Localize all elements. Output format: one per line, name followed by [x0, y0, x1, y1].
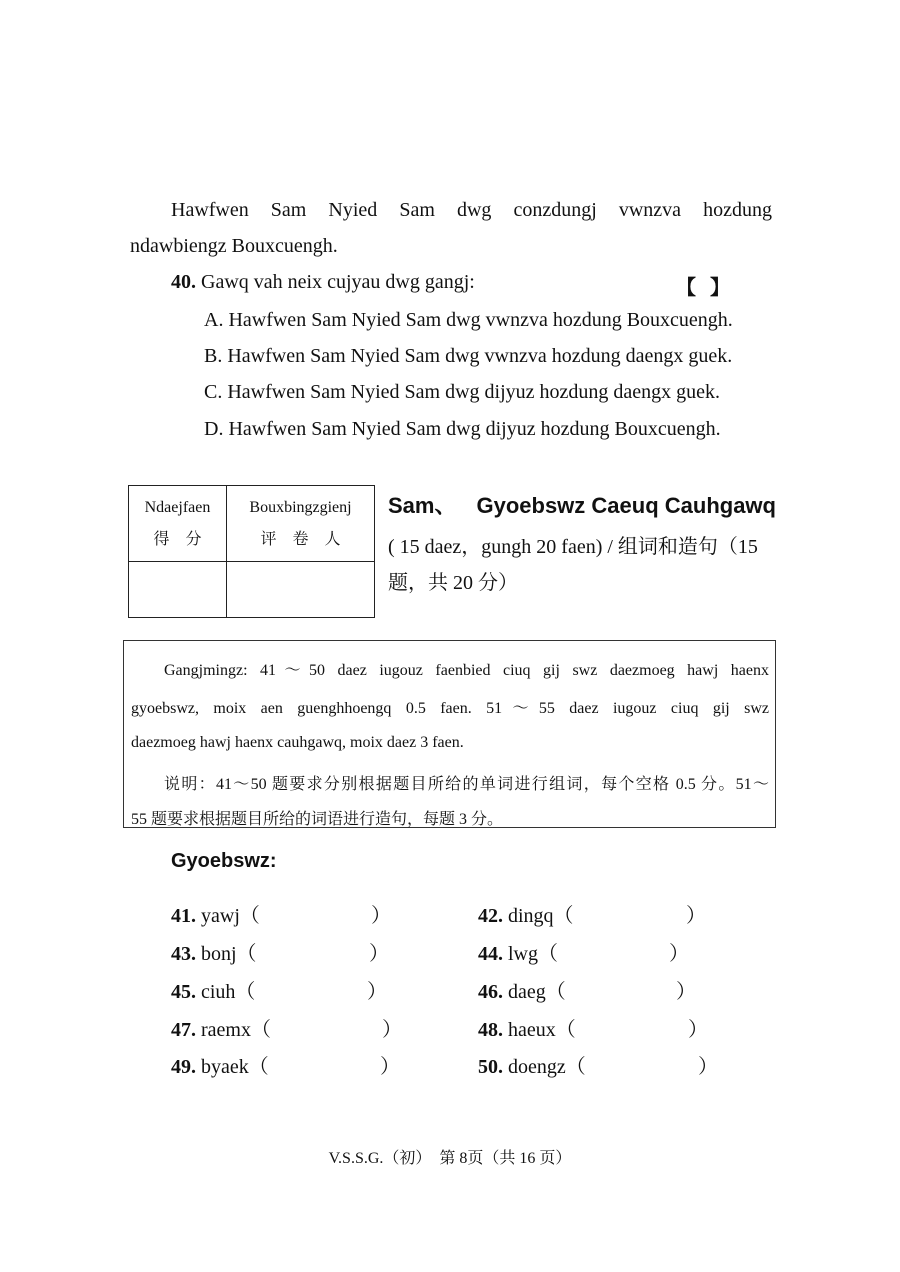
score-header-cell — [129, 486, 227, 562]
question-number: 40. — [171, 271, 196, 293]
option-a[interactable]: A. Hawfwen Sam Nyied Sam dwg vwnzva hozdung Bouxcuengh. — [204, 309, 733, 331]
bracket-left: 【 — [676, 277, 696, 299]
vocab-item[interactable] — [478, 899, 574, 928]
reading-line-1: Hawfwen Sam Nyied Sam dwg conzdungj vwnzva hozdung — [171, 199, 772, 221]
vocab-close: ） — [698, 1056, 718, 1078]
page-footer: V.S.S.G.（初） 第 8页（共 16 页） — [328, 1150, 572, 1167]
grader-header-chinese: 评 卷 人 — [260, 530, 341, 548]
vocab-number: 44. — [478, 943, 503, 965]
answer-bracket[interactable] — [676, 271, 730, 300]
vocab-item[interactable] — [171, 937, 257, 966]
grader-header-cell — [227, 486, 375, 562]
vocab-item[interactable] — [478, 1050, 586, 1079]
vocab-word: daeg（ — [508, 981, 566, 1003]
vocab-word: byaek（ — [201, 1056, 269, 1078]
vocab-word: dingq（ — [508, 905, 574, 927]
question-40-prompt — [171, 271, 475, 294]
vocab-close: ） — [371, 905, 391, 927]
vocab-number: 48. — [478, 1019, 503, 1041]
vocab-word: doengz（ — [508, 1056, 586, 1078]
score-table — [128, 485, 375, 618]
vocab-word: ciuh（ — [201, 981, 256, 1003]
vocab-close: ） — [669, 943, 689, 965]
vocab-close: ） — [688, 1019, 708, 1041]
vocab-number: 49. — [171, 1056, 196, 1078]
instructions-line-5: 55 题要求根据题目所给的词语进行造句，每题 3 分。 — [131, 811, 504, 828]
grader-entry-cell[interactable] — [227, 562, 375, 618]
section-number: Sam、 — [388, 493, 457, 518]
vocab-word: bonj（ — [201, 943, 257, 965]
vocab-number: 41. — [171, 905, 196, 927]
vocab-word: haeux（ — [508, 1019, 576, 1041]
vocab-number: 47. — [171, 1019, 196, 1041]
section-title — [388, 489, 776, 520]
vocab-number: 50. — [478, 1056, 503, 1078]
instructions-line-4: 说明：41～50 题要求分别根据题目所给的单词进行组词，每个空格 0.5 分。51～ — [164, 776, 769, 793]
option-b[interactable]: B. Hawfwen Sam Nyied Sam dwg vwnzva hozdung daengx guek. — [204, 345, 733, 367]
section-subtitle: ( 15 daez，gungh 20 faen) / 组词和造句（15 — [388, 536, 758, 558]
vocab-number: 45. — [171, 981, 196, 1003]
vocab-item[interactable] — [478, 975, 566, 1004]
vocab-word: lwg（ — [508, 943, 558, 965]
option-c[interactable]: C. Hawfwen Sam Nyied Sam dwg dijyuz hozdung daengx guek. — [204, 381, 721, 403]
gyoebswz-heading: Gyoebswz: — [171, 850, 277, 872]
vocab-close: ） — [369, 943, 389, 965]
reading-line-2: ndawbiengz Bouxcuengh. — [130, 235, 338, 257]
vocab-close: ） — [676, 981, 696, 1003]
instructions-line-2: gyoebswz, moix aen guenghhoengq 0.5 faen. 51～55 daez iugouz ciuq gij swz — [131, 700, 769, 717]
vocab-word: raemx（ — [201, 1019, 271, 1041]
vocab-close: ） — [686, 905, 706, 927]
vocab-item[interactable] — [171, 1013, 271, 1042]
score-header-zhuang: Ndaejfaen — [144, 498, 211, 516]
vocab-close: ） — [380, 1056, 400, 1078]
instructions-line-1: Gangjmingz: 41～50 daez iugouz faenbied ciuq gij swz daezmoeg hawj haenx — [164, 662, 769, 679]
vocab-item[interactable] — [478, 937, 558, 966]
instructions-line-3: daezmoeg hawj haenx cauhgawq, moix daez 3 faen. — [131, 734, 464, 751]
section-subtitle-2: 题，共 20 分） — [388, 572, 518, 594]
vocab-item[interactable] — [478, 1013, 576, 1042]
vocab-number: 46. — [478, 981, 503, 1003]
vocab-word: yawj（ — [201, 905, 260, 927]
vocab-close: ） — [382, 1019, 402, 1041]
section-name: Gyoebswz Caeuq Cauhgawq — [476, 493, 776, 518]
bracket-right: 】 — [710, 277, 730, 299]
vocab-item[interactable] — [171, 899, 260, 928]
question-text: Gawq vah neix cujyau dwg gangj: — [201, 271, 475, 293]
option-d[interactable]: D. Hawfwen Sam Nyied Sam dwg dijyuz hozdung Bouxcuengh. — [204, 418, 721, 440]
vocab-item[interactable] — [171, 1050, 269, 1079]
grader-header-zhuang: Bouxbingzgienj — [249, 498, 352, 516]
vocab-number: 42. — [478, 905, 503, 927]
vocab-number: 43. — [171, 943, 196, 965]
vocab-item[interactable] — [171, 975, 255, 1004]
score-header-chinese: 得 分 — [153, 530, 202, 548]
score-entry-cell[interactable] — [129, 562, 227, 618]
vocab-close: ） — [367, 981, 387, 1003]
